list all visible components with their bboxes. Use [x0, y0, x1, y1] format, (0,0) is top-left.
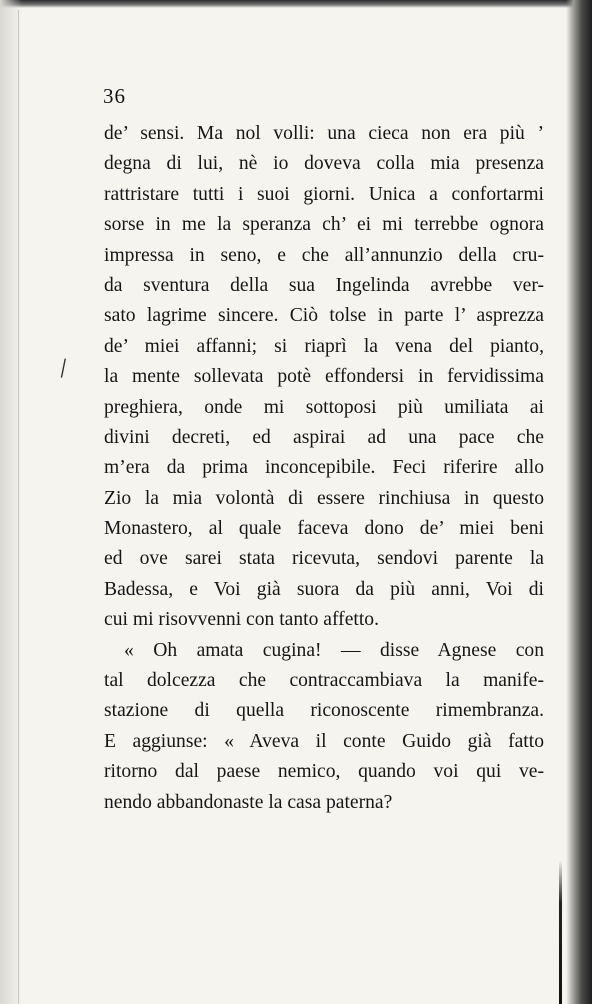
text-line: preghiera, onde mi sottoposi più umiliata ai [104, 396, 544, 418]
text-line: tal dolcezza che contraccambiava la manife- [104, 670, 544, 692]
text-line: ritorno dal paese nemico, quando voi qui ve- [104, 761, 544, 783]
text-line: nendo abbandonaste la casa paterna? [104, 791, 393, 813]
text-line: stazione di quella riconoscente rimembranza. [104, 700, 544, 722]
scan-edge-right-line [559, 860, 562, 1004]
text-line: Monastero, al quale faceva dono de’ miei beni [104, 518, 544, 540]
text-line: ed ove sarei stata ricevuta, sendovi parente la [104, 548, 544, 570]
text-line: impressa in seno, e che all’annunzio della cru- [104, 244, 544, 266]
text-line: sorse in me la speranza ch’ ei mi terrebbe ognora [104, 214, 544, 236]
body-text [104, 119, 544, 818]
text-line: rattristare tutti i suoi giorni. Unica a confortarmi [104, 183, 544, 205]
text-line: Zio la mia volontà di essere rinchiusa in questo [104, 487, 544, 509]
text-line: E aggiunse: « Aveva il conte Guido già fatto [104, 730, 544, 752]
text-line: de’ sensi. Ma nol volli: una cieca non era più ’ [104, 123, 544, 144]
scan-edge-top [0, 0, 592, 8]
page-fold-line [18, 10, 19, 1004]
scan-edge-right [566, 0, 592, 1004]
text-line: cui mi risovvenni con tanto affetto. [104, 609, 379, 631]
margin-pencil-mark: ⁄ [57, 357, 70, 382]
text-line: « Oh amata cugina! — disse Agnese con [124, 639, 544, 661]
text-line: divini decreti, ed aspirai ad una pace che [104, 426, 544, 448]
text-line: m’era da prima inconcepibile. Feci riferire allo [104, 457, 544, 479]
text-line: degna di lui, nè io doveva colla mia presenza [104, 153, 544, 175]
text-line: da sventura della sua Ingelinda avrebbe ver- [104, 274, 544, 296]
text-line: la mente sollevata potè effondersi in fervidissima [104, 366, 544, 388]
page-number: 36 [103, 84, 126, 108]
text-line: sato lagrime sincere. Ciò tolse in parte l’ asprezza [104, 305, 544, 327]
text-line: Badessa, e Voi già suora da più anni, Voi di [104, 578, 544, 600]
text-line: de’ miei affanni; si riaprì la vena del pianto, [104, 335, 544, 357]
